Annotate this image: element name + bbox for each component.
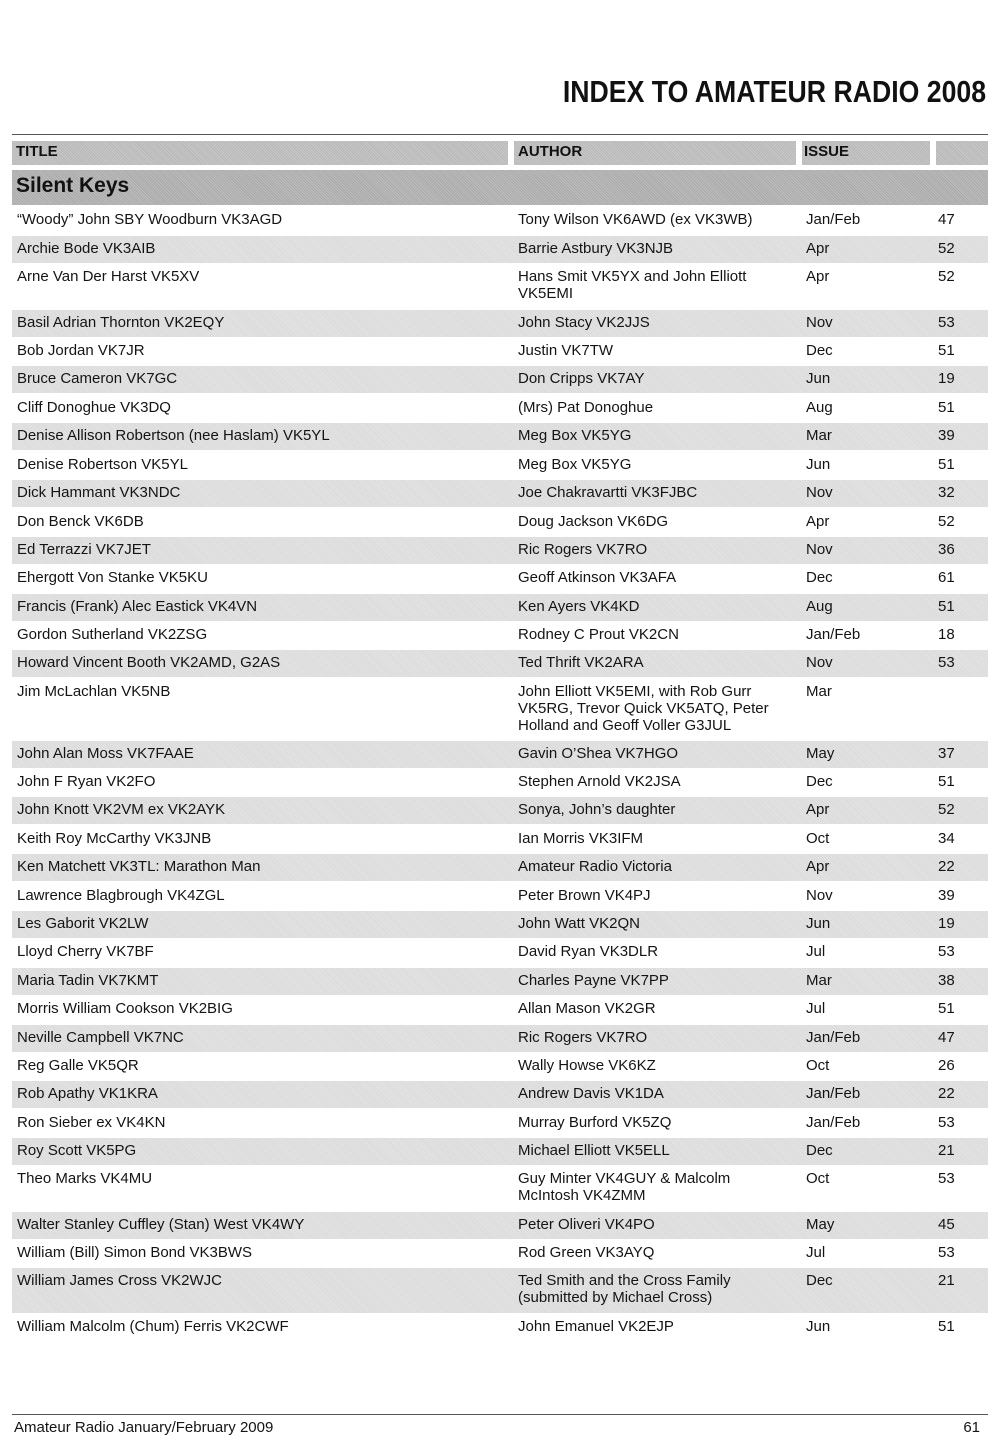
bottom-rule [12, 1414, 988, 1415]
entry-author: Guy Minter VK4GUY & Malcolm McIntosh VK4ZMM [518, 1170, 731, 1204]
entry-title: Bob Jordan VK7JR [17, 342, 145, 359]
entry-page: 39 [938, 427, 955, 444]
entry-title: Basil Adrian Thornton VK2EQY [17, 314, 225, 331]
entry-title: Ron Sieber ex VK4KN [17, 1114, 166, 1131]
entry-author: Ted Thrift VK2ARA [518, 654, 644, 671]
entry-title: John Alan Moss VK7FAAE [17, 745, 194, 762]
table-row [12, 1053, 988, 1080]
section-heading-bar [12, 170, 988, 205]
entry-page: 19 [938, 915, 955, 932]
table-row [12, 911, 988, 938]
column-header-bar [12, 141, 988, 165]
entry-page: 51 [938, 1000, 955, 1017]
table-row [12, 826, 988, 853]
entry-title: Archie Bode VK3AIB [17, 240, 156, 257]
entry-issue: Apr [806, 801, 830, 818]
entry-title: Francis (Frank) Alec Eastick VK4VN [17, 598, 258, 615]
entry-issue: Dec [806, 569, 833, 586]
table-row [12, 1314, 988, 1341]
column-header-title: TITLE [16, 143, 58, 160]
entry-issue: Apr [806, 240, 830, 257]
entry-issue: Dec [806, 1272, 833, 1289]
entry-title: William James Cross VK2WJC [17, 1272, 223, 1289]
footer-publication: Amateur Radio January/February 2009 [14, 1419, 274, 1436]
entry-page: 53 [938, 1244, 955, 1261]
entry-author: John Elliott VK5EMI, with Rob Gurr VK5RG, Trevor Quick VK5ATQ, Peter Holland and Geoff Voller G3JUL [518, 683, 769, 734]
entry-issue: Dec [806, 1142, 833, 1159]
entry-page: 47 [938, 211, 955, 228]
entry-issue: Oct [806, 1170, 830, 1187]
entry-author: Don Cripps VK7AY [518, 370, 645, 387]
entry-page: 34 [938, 830, 955, 847]
entry-author: Amateur Radio Victoria [518, 858, 672, 875]
entry-title: Don Benck VK6DB [17, 513, 144, 530]
entry-issue: Nov [806, 654, 833, 671]
table-row [12, 1166, 988, 1211]
entry-author: Rod Green VK3AYQ [518, 1244, 655, 1261]
entry-author: Allan Mason VK2GR [518, 1000, 656, 1017]
entry-title: Denise Robertson VK5YL [17, 456, 188, 473]
entry-title: Howard Vincent Booth VK2AMD, G2AS [17, 654, 281, 671]
entry-title: Reg Galle VK5QR [17, 1057, 139, 1074]
entry-issue: Jun [806, 915, 831, 932]
entry-title: Ken Matchett VK3TL: Marathon Man [17, 858, 261, 875]
entry-page: 32 [938, 484, 955, 501]
table-row [12, 565, 988, 592]
entry-page: 52 [938, 268, 955, 285]
entry-page: 51 [938, 598, 955, 615]
table-row [12, 594, 988, 621]
entry-author: Murray Burford VK5ZQ [518, 1114, 672, 1131]
entry-author: Gavin O’Shea VK7HGO [518, 745, 679, 762]
entry-issue: Oct [806, 1057, 830, 1074]
entry-page: 53 [938, 654, 955, 671]
entry-title: Denise Allison Robertson (nee Haslam) VK5YL [17, 427, 330, 444]
table-row [12, 996, 988, 1023]
entry-page: 51 [938, 399, 955, 416]
section-heading: Silent Keys [16, 174, 130, 197]
entry-issue: Jul [806, 943, 826, 960]
entry-issue: Apr [806, 513, 830, 530]
entry-author: Peter Oliveri VK4PO [518, 1216, 655, 1233]
entry-issue: Apr [806, 268, 830, 285]
entry-title: Arne Van Der Harst VK5XV [17, 268, 200, 285]
entry-issue: Mar [806, 972, 832, 989]
entry-page: 61 [938, 569, 955, 586]
entry-page: 19 [938, 370, 955, 387]
column-header-issue: ISSUE [804, 143, 850, 160]
entry-author: David Ryan VK3DLR [518, 943, 659, 960]
table-row [12, 537, 988, 564]
entry-page: 36 [938, 541, 955, 558]
entry-author: Ric Rogers VK7RO [518, 541, 648, 558]
entry-issue: Nov [806, 887, 833, 904]
entry-author: Justin VK7TW [518, 342, 614, 359]
entry-issue: Jan/Feb [806, 211, 861, 228]
entry-author: Peter Brown VK4PJ [518, 887, 651, 904]
entry-author: Rodney C Prout VK2CN [518, 626, 679, 643]
entry-title: Ed Terrazzi VK7JET [17, 541, 151, 558]
entry-author: Joe Chakravartti VK3FJBC [518, 484, 698, 501]
entry-issue: Mar [806, 683, 832, 700]
table-row [12, 650, 988, 677]
entry-issue: Jan/Feb [806, 1085, 861, 1102]
entry-issue: Apr [806, 858, 830, 875]
entry-title: John F Ryan VK2FO [17, 773, 156, 790]
entry-issue: Dec [806, 342, 833, 359]
entry-issue: May [806, 745, 835, 762]
entry-page: 22 [938, 1085, 955, 1102]
table-row [12, 1212, 988, 1239]
page-title: INDEX TO AMATEUR RADIO 2008 [562, 74, 986, 109]
entry-page: 51 [938, 342, 955, 359]
entry-author: John Emanuel VK2EJP [518, 1318, 674, 1335]
entry-title: Dick Hammant VK3NDC [17, 484, 181, 501]
entry-issue: Jan/Feb [806, 1114, 861, 1131]
entry-title: Les Gaborit VK2LW [17, 915, 149, 932]
entry-page: 22 [938, 858, 955, 875]
entry-title: Cliff Donoghue VK3DQ [17, 399, 171, 416]
entry-author: Geoff Atkinson VK3AFA [518, 569, 677, 586]
entry-issue: Aug [806, 399, 833, 416]
table-row [12, 1268, 988, 1313]
entry-page: 21 [938, 1272, 955, 1289]
entry-author: Meg Box VK5YG [518, 427, 632, 444]
entry-title: Theo Marks VK4MU [17, 1170, 153, 1187]
entry-title: “Woody” John SBY Woodburn VK3AGD [17, 211, 283, 228]
entry-title: Morris William Cookson VK2BIG [17, 1000, 233, 1017]
entry-author: Andrew Davis VK1DA [518, 1085, 664, 1102]
entry-title: Keith Roy McCarthy VK3JNB [17, 830, 212, 847]
table-row [12, 883, 988, 910]
entry-page: 45 [938, 1216, 955, 1233]
table-row [12, 452, 988, 479]
entry-title: William Malcolm (Chum) Ferris VK2CWF [17, 1318, 289, 1335]
table-row [12, 338, 988, 365]
table-row [12, 854, 988, 881]
table-row [12, 423, 988, 450]
entry-issue: Jun [806, 456, 831, 473]
entry-issue: Jun [806, 370, 831, 387]
entry-issue: Jan/Feb [806, 626, 861, 643]
entry-page: 47 [938, 1029, 955, 1046]
entry-issue: Nov [806, 541, 833, 558]
entry-author: Ric Rogers VK7RO [518, 1029, 648, 1046]
table-row [12, 769, 988, 796]
entry-page: 51 [938, 456, 955, 473]
table-row [12, 1025, 988, 1052]
entry-title: Bruce Cameron VK7GC [17, 370, 178, 387]
column-header-author: AUTHOR [518, 143, 583, 160]
entry-issue: May [806, 1216, 835, 1233]
entry-author: Ted Smith and the Cross Family (submitted by Michael Cross) [518, 1272, 731, 1306]
entry-issue: Aug [806, 598, 833, 615]
table-row [12, 1110, 988, 1137]
table-row [12, 797, 988, 824]
entry-title: Lloyd Cherry VK7BF [17, 943, 154, 960]
entry-issue: Jun [806, 1318, 831, 1335]
entry-title: John Knott VK2VM ex VK2AYK [17, 801, 226, 818]
entry-title: Jim McLachlan VK5NB [17, 683, 171, 700]
table-row [12, 1240, 988, 1267]
entry-issue: Dec [806, 773, 833, 790]
entry-title: Ehergott Von Stanke VK5KU [17, 569, 208, 586]
entry-page: 38 [938, 972, 955, 989]
table-row [12, 1138, 988, 1165]
entry-author: (Mrs) Pat Donoghue [518, 399, 654, 416]
entry-issue: Jan/Feb [806, 1029, 861, 1046]
entry-issue: Jul [806, 1000, 826, 1017]
entry-page: 53 [938, 314, 955, 331]
entry-page: 52 [938, 240, 955, 257]
entry-author: Doug Jackson VK6DG [518, 513, 669, 530]
entry-author: Ken Ayers VK4KD [518, 598, 640, 615]
entry-page: 51 [938, 1318, 955, 1335]
entry-page: 53 [938, 943, 955, 960]
table-row [12, 264, 988, 309]
entry-page: 18 [938, 626, 955, 643]
entry-issue: Mar [806, 427, 832, 444]
entry-page: 26 [938, 1057, 955, 1074]
table-row [12, 1081, 988, 1108]
entry-issue: Nov [806, 314, 833, 331]
entry-title: Maria Tadin VK7KMT [17, 972, 159, 989]
entry-issue: Oct [806, 830, 830, 847]
entry-author: Ian Morris VK3IFM [518, 830, 644, 847]
entry-author: Stephen Arnold VK2JSA [518, 773, 681, 790]
entry-title: Rob Apathy VK1KRA [17, 1085, 158, 1102]
table-row [12, 622, 988, 649]
table-row [12, 207, 988, 234]
entry-page: 52 [938, 513, 955, 530]
entry-author: Hans Smit VK5YX and John Elliott VK5EMI [518, 268, 747, 302]
entry-author: Meg Box VK5YG [518, 456, 632, 473]
top-rule [12, 134, 988, 135]
entry-page: 53 [938, 1170, 955, 1187]
entry-author: John Stacy VK2JJS [518, 314, 650, 331]
entry-page: 37 [938, 745, 955, 762]
table-row [12, 939, 988, 966]
entry-author: Michael Elliott VK5ELL [518, 1142, 670, 1159]
table-row [12, 480, 988, 507]
entry-title: Lawrence Blagbrough VK4ZGL [17, 887, 225, 904]
table-row [12, 679, 988, 740]
entry-title: William (Bill) Simon Bond VK3BWS [17, 1244, 253, 1261]
entry-title: Roy Scott VK5PG [17, 1142, 137, 1159]
entry-author: Charles Payne VK7PP [518, 972, 669, 989]
footer-page-number: 61 [963, 1419, 980, 1436]
table-row [12, 968, 988, 995]
table-row [12, 509, 988, 536]
entry-author: Sonya, John’s daughter [518, 801, 676, 818]
entry-page: 53 [938, 1114, 955, 1131]
table-row [12, 395, 988, 422]
table-row [12, 366, 988, 393]
entry-title: Gordon Sutherland VK2ZSG [17, 626, 208, 643]
entry-title: Neville Campbell VK7NC [17, 1029, 184, 1046]
entry-author: John Watt VK2QN [518, 915, 640, 932]
entry-page: 21 [938, 1142, 955, 1159]
entry-issue: Jul [806, 1244, 826, 1261]
entry-title: Walter Stanley Cuffley (Stan) West VK4WY [17, 1216, 305, 1233]
table-row [12, 741, 988, 768]
table-row [12, 236, 988, 263]
entry-author: Barrie Astbury VK3NJB [518, 240, 674, 257]
entry-page: 51 [938, 773, 955, 790]
entry-page: 39 [938, 887, 955, 904]
entry-author: Tony Wilson VK6AWD (ex VK3WB) [518, 211, 753, 228]
entry-page: 52 [938, 801, 955, 818]
entry-issue: Nov [806, 484, 833, 501]
entry-author: Wally Howse VK6KZ [518, 1057, 656, 1074]
table-row [12, 310, 988, 337]
